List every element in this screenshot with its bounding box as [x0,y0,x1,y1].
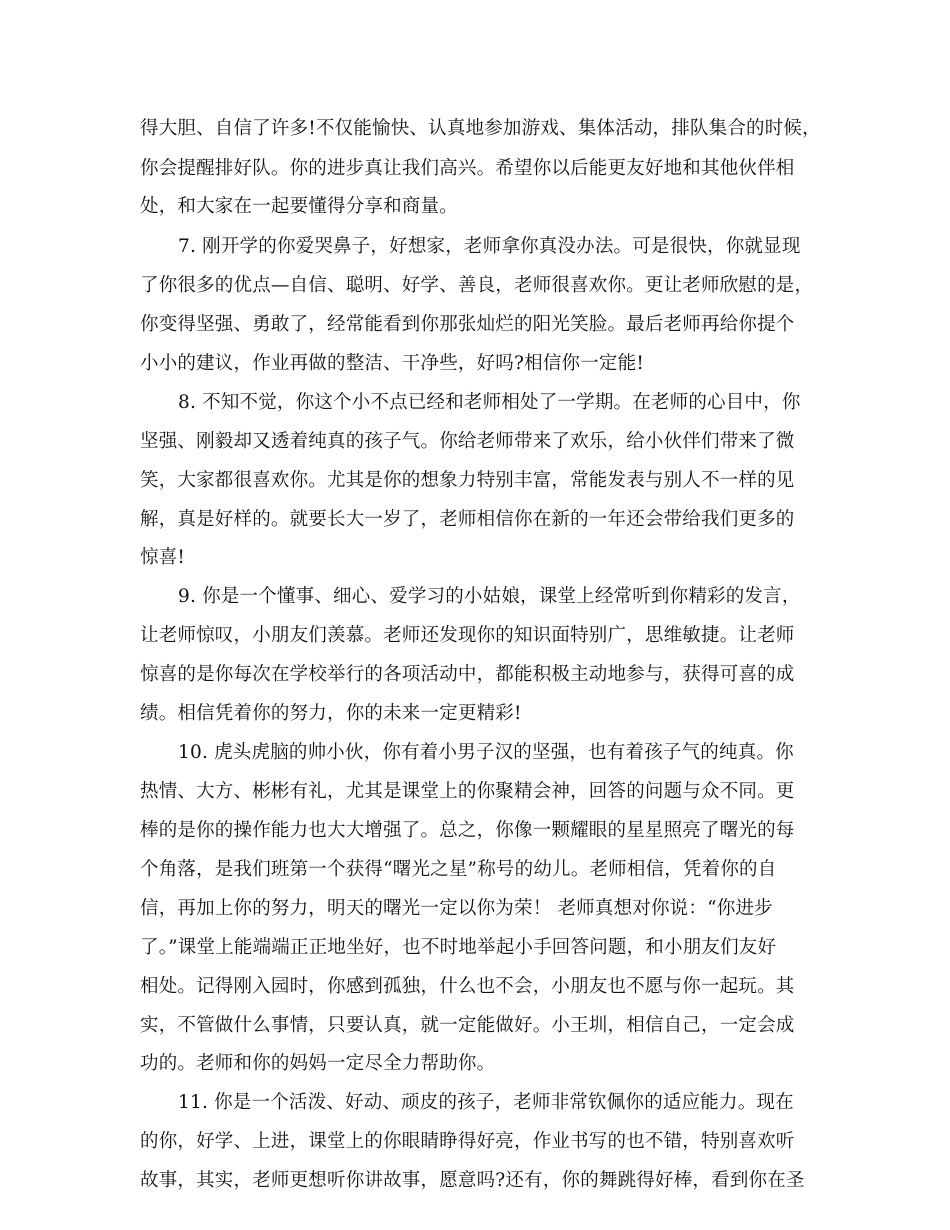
text-line: 了。”课堂上能端端正正地坐好，也不时地举起小手回答问题，和小朋友们友好 [140,937,777,958]
text-line: 棒的是你的操作能力也大大增强了。总之，你像一颗耀眼的星星照亮了曙光的每 [140,820,795,841]
paragraph-10-start: 10. 虎头虎脑的帅小伙，你有着小男子汉的坚强，也有着孩子气的纯真。你 [178,742,794,763]
text-line: 了你很多的优点—自信、聪明、好学、善良，老师很喜欢你。更让老师欣慰的是， [140,275,814,296]
text-line: 热情、大方、彬彬有礼，尤其是课堂上的你聚精会神，回答的问题与众不同。更 [140,781,795,802]
text-line: 解，真是好样的。就要长大一岁了，老师相信你在新的一年还会带给我们更多的 [140,509,795,530]
text-line: 你会提醒排好队。你的进步真让我们高兴。希望你以后能更友好地和其他伙伴相 [140,158,795,179]
text-line: 处，和大家在一起要懂得分享和商量。 [140,196,458,217]
text-line: 个角落，是我们班第一个获得“曙光之星”称号的幼儿。老师相信，凭着你的自 [140,859,777,880]
text-line: 故事，其实，老师更想听你讲故事，愿意吗?还有，你的舞跳得好棒，看到你在圣 [140,1170,805,1191]
text-line: 惊喜! [140,547,186,568]
text-line: 绩。相信凭着你的努力，你的未来一定更精彩! [140,703,522,724]
text-line: 小小的建议，作业再做的整洁、干净些，好吗?相信你一定能! [140,353,644,374]
text-line: 笑，大家都很喜欢你。尤其是你的想象力特别丰富，常能发表与别人不一样的见 [140,470,795,491]
text-line: 相处。记得刚入园时，你感到孤独，什么也不会，小朋友也不愿与你一起玩。其 [140,976,795,997]
paragraph-7-start: 7. 刚开学的你爱哭鼻子，好想家，老师拿你真没办法。可是很快，你就显现 [178,236,801,257]
text-line: 得大胆、自信了许多!不仅能愉快、认真地参加游戏、集体活动，排队集合的时候， [140,118,821,139]
text-line: 你变得坚强、勇敢了，经常能看到你那张灿烂的阳光笑脸。最后老师再给你提个 [140,314,795,335]
text-line: 的你，好学、上进，课堂上的你眼睛睁得好亮，作业书写的也不错，特别喜欢听 [140,1131,795,1152]
text-line: 惊喜的是你每次在学校举行的各项活动中，都能积极主动地参与，获得可喜的成 [140,664,795,685]
text-line: 功的。老师和你的妈妈一定尽全力帮助你。 [140,1053,496,1074]
paragraph-9-start: 9. 你是一个懂事、细心、爱学习的小姑娘，课堂上经常听到你精彩的发言， [178,586,801,607]
text-line: 让老师惊叹，小朋友们羡慕。老师还发现你的知识面特别广，思维敏捷。让老师 [140,625,795,646]
text-line: 坚强、刚毅却又透着纯真的孩子气。你给老师带来了欢乐，给小伙伴们带来了微 [140,431,795,452]
text-line: 信，再加上你的努力，明天的曙光一定以你为荣！ 老师真想对你说：“你进步 [140,898,773,919]
paragraph-8-start: 8. 不知不觉，你这个小不点已经和老师相处了一学期。在老师的心目中，你 [178,392,801,413]
text-line: 实，不管做什么事情，只要认真，就一定能做好。小王圳，相信自己，一定会成 [140,1015,795,1036]
paragraph-11-start: 11. 你是一个活泼、好动、顽皮的孩子，老师非常钦佩你的适应能力。现在 [178,1092,794,1113]
